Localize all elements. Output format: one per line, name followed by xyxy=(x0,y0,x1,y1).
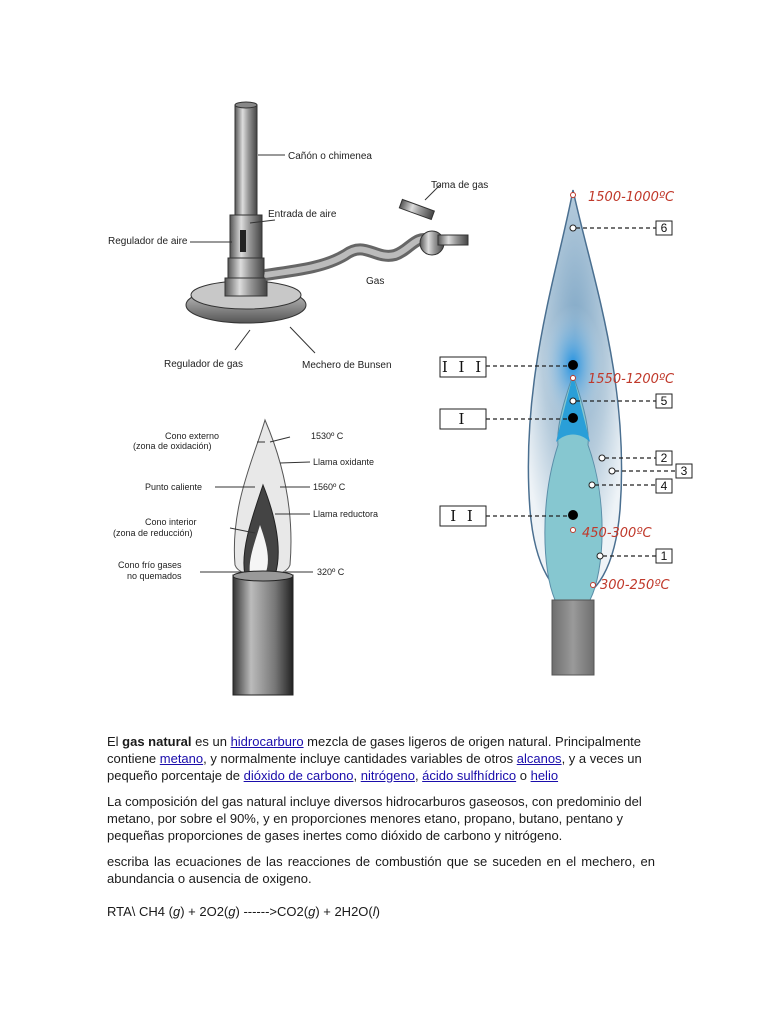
marker-6: 6 xyxy=(660,221,668,235)
zone-I: I xyxy=(458,410,468,428)
link-dioxido-de-carbono[interactable]: dióxido de carbono xyxy=(243,768,354,783)
flame-temperature-diagram xyxy=(430,180,720,680)
term-natural-gas: gas natural xyxy=(122,734,192,749)
link-nitrogeno[interactable]: nitrógeno xyxy=(360,768,415,783)
link-hidrocarburo[interactable]: hidrocarburo xyxy=(230,734,304,749)
label-air-inlet: Entrada de aire xyxy=(268,209,337,220)
paragraph-composition: La composición del gas natural incluye diversos hidrocarburos gaseosos, con predominio del metano, por sobre el 90%, y en proporciones menores etano, propano, butano, pentano y pequeñas proporciones de gases inertes como dióxido de carbono y nitrógeno. xyxy=(107,794,642,843)
label-inner-zone: (zona de reducción) xyxy=(113,528,193,538)
body-text xyxy=(107,733,655,929)
zone-III: I I I xyxy=(441,358,485,376)
temp-450-300: 450-300ºC xyxy=(582,526,652,541)
paragraph-natural-gas: El gas natural es un hidrocarburo mezcla de gases ligeros de origen natural. Principalmente contiene metano, y normalmente incluye cantidades variables de otros alcanos, y a veces un pequeño porcentaje de dióxido de carbono, nitrógeno, ácido sulfhídrico o helio xyxy=(107,734,642,783)
link-alcanos[interactable]: alcanos xyxy=(516,751,562,766)
label-reducing-flame: Llama reductora xyxy=(313,509,379,519)
label-oxidizing-flame: Llama oxidante xyxy=(313,457,375,467)
paragraph-question: escriba las ecuaciones de las reacciones de combustión que se suceden en el mechero, en abundancia o ausencia de oxigeno. xyxy=(107,854,655,886)
label-gas-inlet: Toma de gas xyxy=(431,180,489,191)
link-metano[interactable]: metano xyxy=(159,751,204,766)
link-acido-sulfhidrico[interactable]: ácido sulfhídrico xyxy=(422,768,517,783)
temp-1550-1200: 1550-1200ºC xyxy=(588,372,675,387)
label-chimney: Cañón o chimenea xyxy=(288,151,372,162)
label-inner-cone: Cono interior xyxy=(145,517,197,527)
answer-equation: RTA\ CH4 (g) + 2O2(g) ------>CO2(g) + 2H2O(l) xyxy=(107,904,380,919)
label-outer-cone: Cono externo xyxy=(165,431,220,441)
marker-4: 4 xyxy=(660,479,668,493)
zone-II: I I xyxy=(450,507,476,525)
label-temp-1560: 1560º C xyxy=(313,482,346,492)
label-unburned-gases: no quemados xyxy=(127,571,182,581)
label-air-regulator: Regulador de aire xyxy=(108,236,188,247)
marker-1: 1 xyxy=(660,549,668,563)
temp-1500-1000: 1500-1000ºC xyxy=(588,190,675,205)
marker-2: 2 xyxy=(660,451,668,465)
link-helio[interactable]: helio xyxy=(530,768,559,783)
label-temp-1530: 1530º C xyxy=(311,431,344,441)
marker-5: 5 xyxy=(660,394,668,408)
label-cold-cone: Cono frío gases xyxy=(118,560,182,570)
marker-3: 3 xyxy=(680,464,688,478)
label-outer-zone: (zona de oxidación) xyxy=(133,441,212,451)
flame-zones-figure xyxy=(105,415,405,700)
label-temp-320: 320º C xyxy=(317,567,345,577)
label-hot-spot: Punto caliente xyxy=(145,482,203,492)
temp-300-250: 300-250ºC xyxy=(600,578,670,593)
label-gas: Gas xyxy=(366,276,385,287)
label-gas-regulator: Regulador de gas xyxy=(164,359,243,370)
label-burner-name: Mechero de Bunsen xyxy=(302,360,392,371)
